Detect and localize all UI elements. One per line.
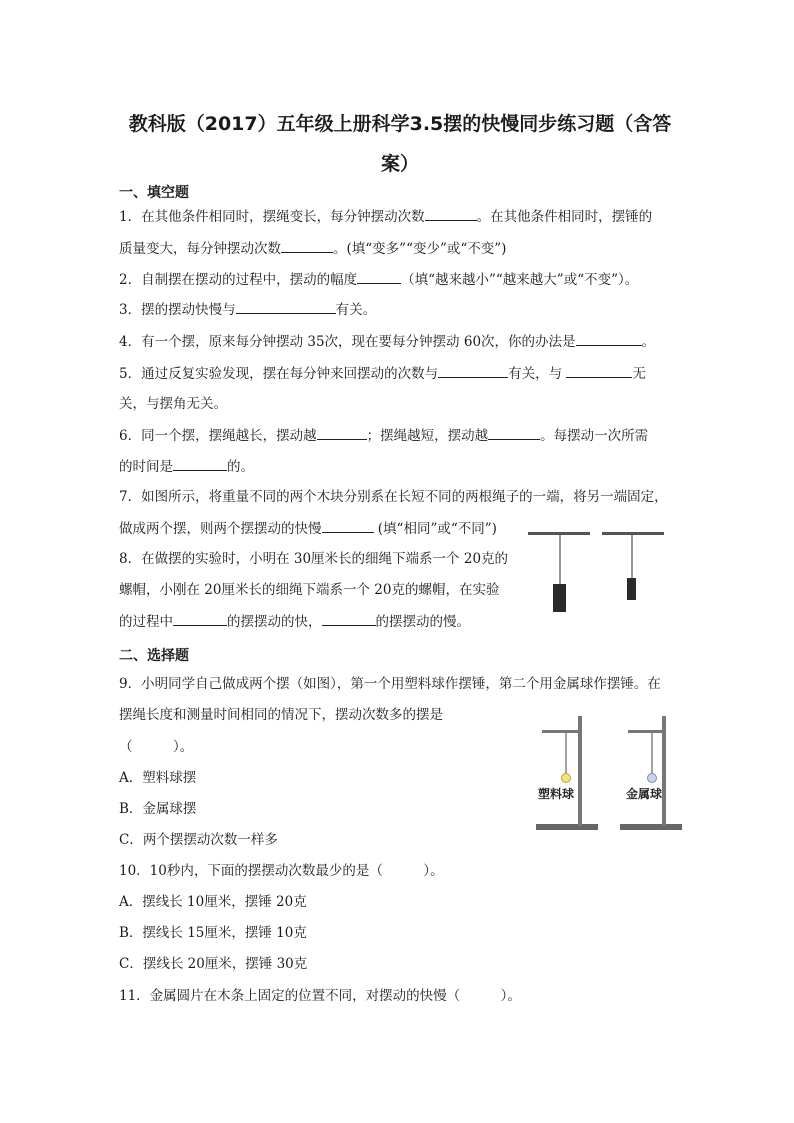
answer-blank[interactable]: [322, 518, 374, 533]
question-7-line-2: 做成两个摆，则两个摆摆动的快慢 (填“相同”或“不同”): [119, 518, 497, 539]
stand-arm-left: [542, 730, 582, 733]
metal-ball: [648, 774, 657, 783]
page-title: [118, 104, 682, 184]
question-11: 11．金属圆片在木条上固定的位置不同，对摆动的快慢（ ）。: [119, 988, 521, 1004]
pendulum-stands-figure: [532, 708, 692, 836]
question-9-line-3: （ ）。: [119, 739, 194, 755]
question-5-line-2: 关，与摆角无关。: [119, 396, 227, 412]
answer-blank[interactable]: [236, 299, 336, 314]
answer-blank[interactable]: [317, 425, 367, 440]
support-bar-left: [528, 532, 590, 535]
label-metal-ball: 金属球: [626, 787, 663, 801]
question-1-line-1: 1．在其他条件相同时，摆绳变长，每分钟摆动次数 。在其他条件相同时，摆锤的: [119, 206, 652, 227]
question-10-option-a[interactable]: A．摆线长 10厘米，摆锤 20克: [119, 894, 307, 910]
answer-blank[interactable]: [438, 363, 508, 378]
question-4: 4．有一个摆，原来每分钟摆动 35次，现在要每分钟摆动 60次，你的办法是 。: [119, 331, 655, 352]
answer-blank[interactable]: [566, 363, 632, 378]
question-6-line-2: 的时间是 的。: [119, 456, 254, 477]
stand-base-right: [620, 824, 682, 830]
question-10-option-c[interactable]: C．摆线长 20厘米，摆锤 30克: [119, 956, 308, 972]
support-bar-right: [602, 532, 664, 535]
stand-arm-right: [628, 730, 666, 733]
title-line-1: 教科版（2017）五年级上册科学3.5摆的快慢同步练习题（含答: [128, 113, 672, 135]
answer-blank[interactable]: [576, 331, 642, 346]
question-5-line-1: 5．通过反复实验发现，摆在每分钟来回摆动的次数与 有关，与 无: [119, 363, 646, 384]
question-1-line-2: 质量变大，每分钟摆动次数 。(填“变多”“变少”或“不变”): [119, 238, 506, 259]
stand-base-left: [536, 824, 598, 830]
answer-blank[interactable]: [322, 611, 376, 626]
title-line-2: 案）: [380, 153, 419, 175]
question-8-line-3: 的过程中 的摆摆动的快， 的摆摆动的慢。: [119, 611, 470, 632]
question-10-option-b[interactable]: B．摆线长 15厘米，摆锤 10克: [119, 925, 307, 941]
answer-blank[interactable]: [357, 269, 401, 284]
question-8-line-1: 8．在做摆的实验时，小明在 30厘米长的细绳下端系一个 20克的: [119, 551, 509, 567]
answer-blank[interactable]: [281, 238, 333, 253]
answer-blank[interactable]: [488, 425, 540, 440]
question-7-line-1: 7．如图所示，将重量不同的两个木块分别系在长短不同的两根绳子的一端，将另一端固定，: [119, 489, 668, 505]
question-10: 10．10秒内，下面的摆摆动次数最少的是（ ）。: [119, 863, 444, 879]
question-8-line-2: 螺帽，小刚在 20厘米长的细绳下端系一个 20克的螺帽，在实验: [119, 582, 500, 598]
question-6-line-1: 6．同一个摆，摆绳越长，摆动越 ；摆绳越短，摆动越 。每摆动一次所需: [119, 425, 648, 446]
section-heading-multiple-choice: 二、选择题: [119, 648, 189, 664]
answer-blank[interactable]: [425, 206, 477, 221]
answer-blank[interactable]: [173, 611, 227, 626]
block-heavy: [553, 584, 566, 612]
answer-blank[interactable]: [173, 456, 227, 471]
question-9-option-b[interactable]: B．金属球摆: [119, 801, 197, 817]
question-9-line-2: 摆绳长度和测量时间相同的情况下，摆动次数多的摆是: [119, 707, 443, 723]
section-heading-fill-blank: 一、填空题: [119, 185, 189, 201]
label-plastic-ball: 塑料球: [538, 787, 575, 801]
question-9-option-a[interactable]: A．塑料球摆: [119, 770, 197, 786]
question-3: 3．摆的摆动快慢与 有关。: [119, 299, 376, 320]
plastic-ball: [562, 774, 571, 783]
pendulum-blocks-figure: [522, 526, 672, 616]
question-9-line-1: 9．小明同学自己做成两个摆（如图），第一个用塑料球作摆锤，第二个用金属球作摆锤。在: [119, 676, 661, 692]
question-9-option-c[interactable]: C．两个摆摆动次数一样多: [119, 832, 278, 848]
question-2: 2．自制摆在摆动的过程中，摆动的幅度 （填“越来越小”“越来越大”或“不变”）。: [119, 269, 638, 290]
block-light: [627, 578, 636, 600]
